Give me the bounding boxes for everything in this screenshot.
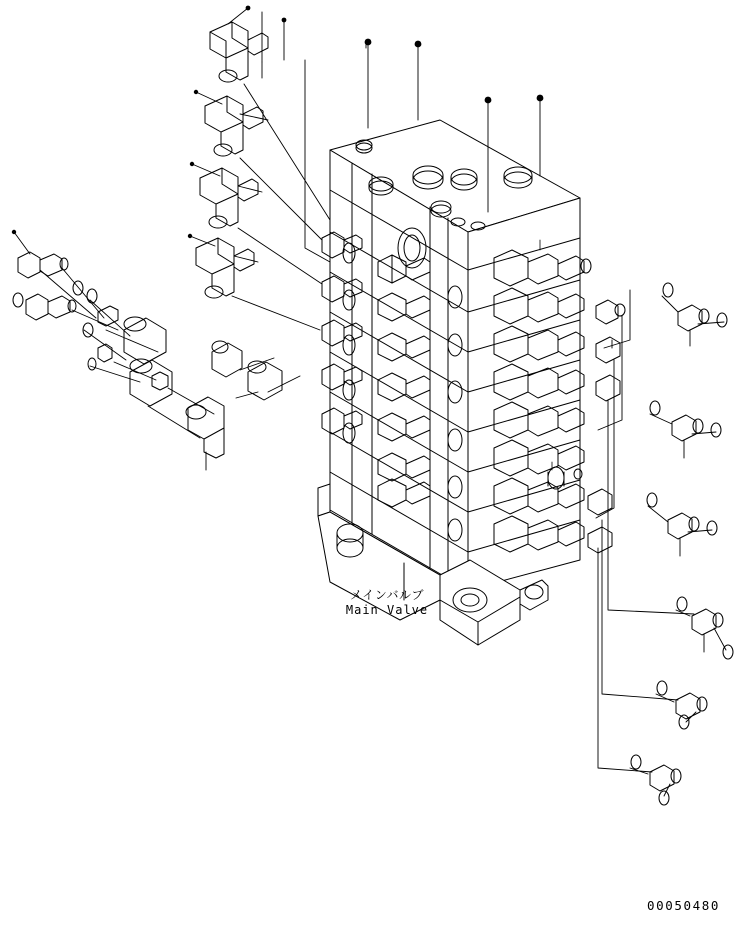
- main-valve-label: [332, 588, 442, 618]
- right-fitting-group: [631, 283, 733, 805]
- main-valve-label-en: Main Valve: [345, 603, 429, 617]
- part-number: 00050480: [646, 898, 720, 913]
- elbow-fitting-upper-2: [205, 96, 263, 156]
- elbow-fitting-upper-1: [210, 22, 268, 82]
- main-valve-label-jp: メインバルブ: [350, 588, 424, 602]
- elbow-fitting-upper-3: [200, 168, 258, 228]
- elbow-fitting-upper-4: [196, 238, 254, 298]
- left-plug-group: [13, 252, 282, 458]
